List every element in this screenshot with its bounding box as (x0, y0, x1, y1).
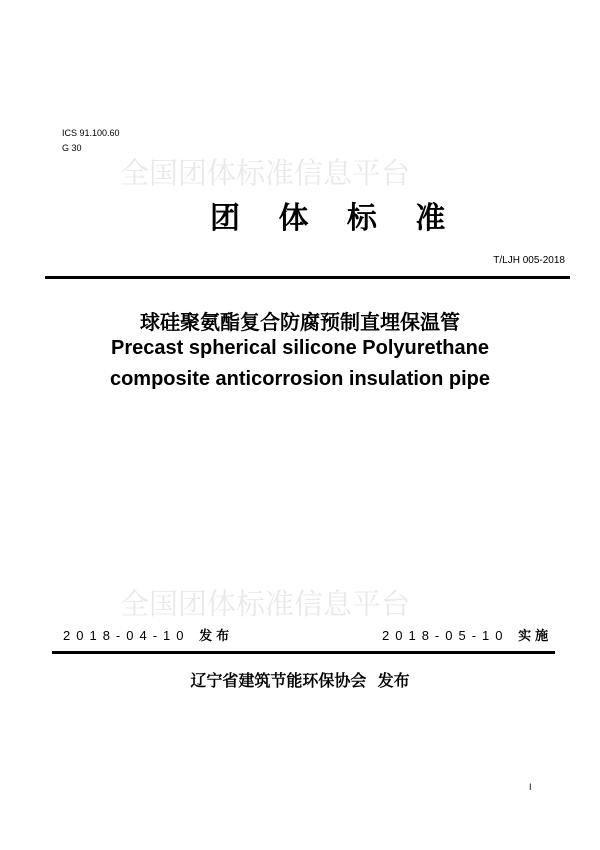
title-english-line1: Precast spherical silicone Polyurethane (111, 337, 489, 359)
issue-date: 2018-04-10 (63, 628, 190, 643)
top-rule (45, 276, 570, 279)
ccs-code: G 30 (62, 143, 82, 153)
publisher: 辽宁省建筑节能环保协会 发布 (190, 671, 410, 690)
title-chinese: 球硅聚氨酯复合防腐预制直埋保温管 (140, 310, 460, 334)
page-number: I (529, 782, 532, 792)
issue-label: 发布 (199, 629, 234, 644)
issue-date-line (63, 625, 233, 644)
implement-label: 实施 (518, 629, 553, 644)
watermark-bottom: 全国团体标准信息平台 (120, 587, 411, 621)
standard-type-heading: 团 体 标 准 (210, 201, 460, 236)
title-english-line2: composite anticorrosion insulation pipe (109, 368, 491, 390)
ics-code: ICS 91.100.60 (62, 128, 120, 138)
standard-number: T/LJH 005-2018 (493, 255, 565, 266)
implement-date-line (382, 625, 552, 644)
bottom-rule (52, 651, 555, 654)
watermark-top: 全国团体标准信息平台 (120, 156, 411, 190)
implement-date: 2018-05-10 (382, 628, 509, 643)
